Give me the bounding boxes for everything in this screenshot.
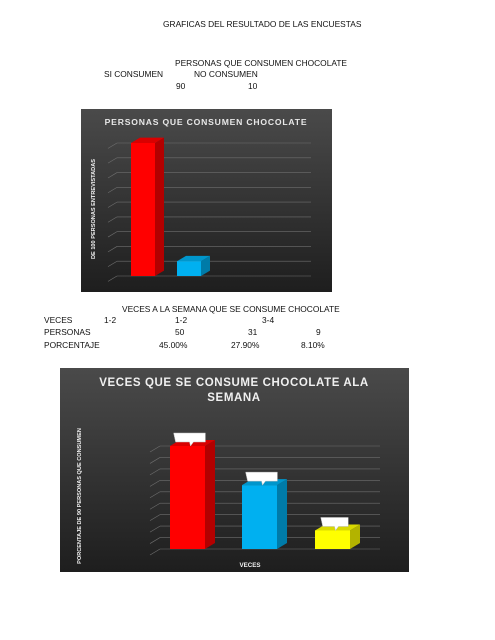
page-title: GRAFICAS DEL RESULTADO DE LAS ENCUESTAS xyxy=(163,19,362,29)
bar-side xyxy=(205,440,215,549)
table2-cell: 9 xyxy=(316,327,321,337)
chart2-title-line1: VECES QUE SE CONSUME CHOCOLATE ALA xyxy=(99,377,369,389)
table1-value-si: 90 xyxy=(176,81,186,91)
table2-cell: 8.10% xyxy=(301,340,325,350)
table2-cell: 3-4 xyxy=(262,315,275,325)
bar-side xyxy=(277,479,287,549)
table2-row-label-personas: PERSONAS xyxy=(44,327,91,337)
bar-front xyxy=(170,446,205,549)
table2-cell: 45.00% xyxy=(159,340,188,350)
table2-cell: 27.90% xyxy=(231,340,260,350)
table2-row-label-porcentaje: PORCENTAJE xyxy=(44,340,100,350)
bar xyxy=(131,138,164,276)
table2-cell: 1-2 xyxy=(104,315,117,325)
bar xyxy=(170,440,215,549)
bar-side xyxy=(155,138,164,276)
table2-cell: 1-2 xyxy=(175,315,188,325)
bar-front xyxy=(315,530,350,549)
table1-header-si: SI CONSUMEN xyxy=(104,69,164,79)
chart2-y-axis-label: PORCENTAJE DE 90 PERSONAS QUE CONSUMEN xyxy=(77,428,83,564)
bar xyxy=(242,479,287,549)
chart1-title: PERSONAS QUE CONSUMEN CHOCOLATE xyxy=(104,117,308,127)
bar-front xyxy=(131,143,155,276)
table2-cell: 31 xyxy=(248,327,258,337)
table2-title: VECES A LA SEMANA QUE SE CONSUME CHOCOLATE xyxy=(122,304,340,314)
bar-front xyxy=(177,261,201,276)
bar xyxy=(177,256,210,276)
table2-row-label-veces: VECES xyxy=(44,315,73,325)
table1-header-no: NO CONSUMEN xyxy=(194,69,258,79)
chart2-x-axis-label: VECES xyxy=(239,562,261,569)
table2-cell: 50 xyxy=(175,327,185,337)
chart-frequency xyxy=(60,368,409,572)
chart-consumption xyxy=(81,109,332,292)
chart1-y-axis-label: DE 100 PERSONAS ENTREVISTADAS xyxy=(91,159,97,259)
table1-value-no: 10 xyxy=(248,81,258,91)
table1-title: PERSONAS QUE CONSUMEN CHOCOLATE xyxy=(175,58,348,68)
chart2-title-line2: SEMANA xyxy=(207,392,261,404)
bar-front xyxy=(242,485,277,549)
